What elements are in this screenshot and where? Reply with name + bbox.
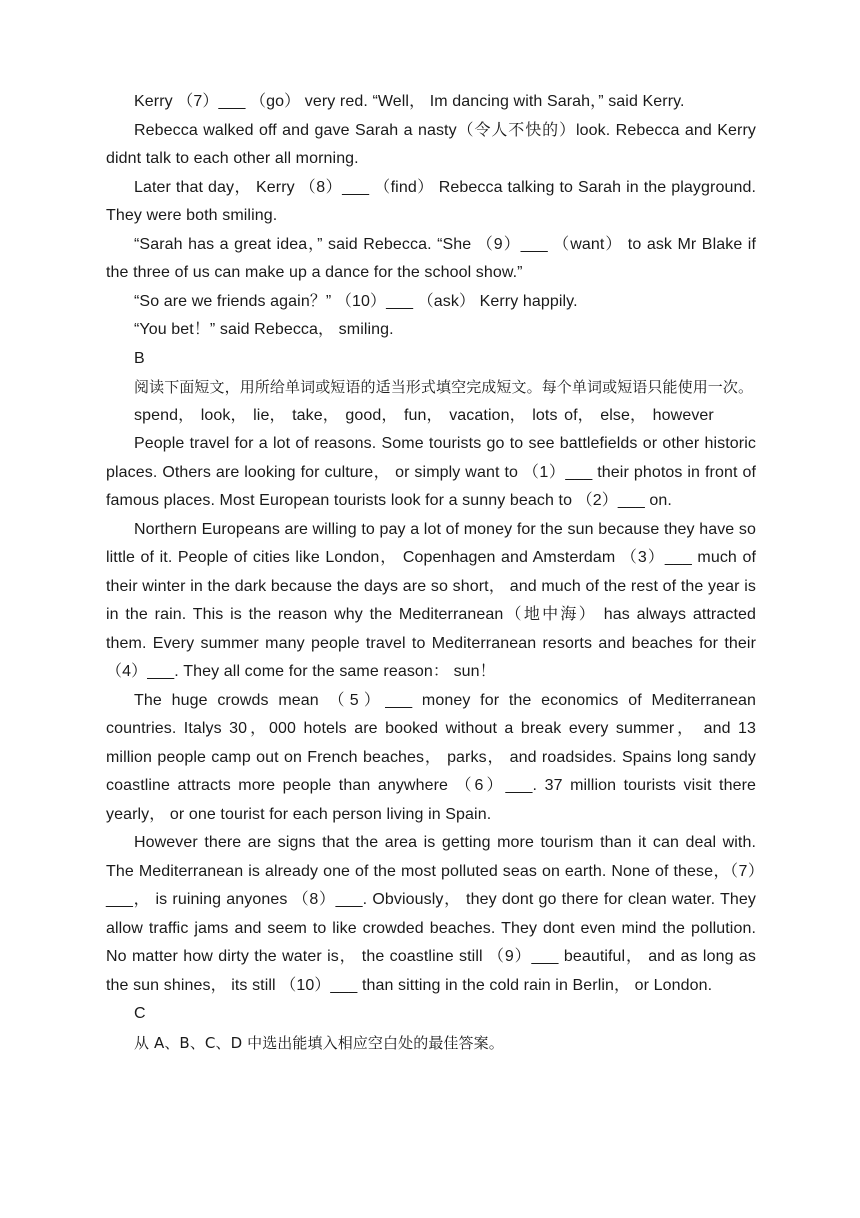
story-line-sarah-idea: “Sarah has a great idea，” said Rebecca. “She （9）___ （want） to ask Mr Blake if the three of us can make up a dance for the school show.” xyxy=(106,235,756,281)
story-line-later-that-day: Later that day， Kerry （8）___ （find） Rebecca talking to Sarah in the playground. They were both smiling. xyxy=(106,178,756,224)
story-line-you-bet: “You bet！” said Rebecca， smiling. xyxy=(134,321,394,338)
story-line-rebecca-walked-off: Rebecca walked off and gave Sarah a nasty（令人不快的）look. Rebecca and Kerry didnt talk to each other all morning. xyxy=(106,121,756,167)
section-b-instructions: 阅读下面短文，用所给单词或短语的适当形式填空完成短文。每个单词或短语只能使用一次。 xyxy=(134,378,754,396)
section-c-instructions: 从 A、B、C、D 中选出能填入相应空白处的最佳答案。 xyxy=(134,1033,504,1052)
document-page xyxy=(106,88,756,1057)
story-line-friends-again: “So are we friends again？” （10）___ （ask） Kerry happily. xyxy=(134,292,578,310)
word-bank: spend， look， lie， take， good， fun， vacation， lots of， else， however xyxy=(134,406,714,424)
passage-paragraph-1: People travel for a lot of reasons. Some tourists go to see battlefields or other historic places. Others are looking for culture， or simply want to （1）___ their photos in front of famous places. Most European tourists look for a sunny beach to （2）___ on. xyxy=(106,435,756,509)
story-line-kerry-go: Kerry （7）___ （go） very red. “Well， Im dancing with Sarah，” said Kerry. xyxy=(134,93,685,110)
passage-paragraph-3: The huge crowds mean （5）___ money for the economics of Mediterranean countries. Italys 30，000 hotels are booked without a break every summer， and 13 million people camp out on French beaches， parks， and roadsides. Spains long sandy coastline attracts more people than anywhere （6）___. 37 million tourists visit there yearly， or one tourist for each person living in Spain. xyxy=(106,691,756,823)
section-heading-b: B xyxy=(134,349,145,367)
passage-paragraph-4: However there are signs that the area is getting more tourism than it can deal with. The Mediterranean is already one of the most polluted seas on earth. None of these，（7）___， is ruining anyones （8）___. Obviously， they dont go there for clean water. They allow traffic jams and seem to like crowded beaches. They dont even mind the pollution. No matter how dirty the water is， the coastline still （9）___ beautiful， and as long as the sun shines， its still （10）___ than sitting in the cold rain in Berlin， or London. xyxy=(106,834,756,994)
section-heading-c: C xyxy=(134,1005,146,1022)
passage-paragraph-2: Northern Europeans are willing to pay a lot of money for the sun because they have so little of it. People of cities like London， Copenhagen and Amsterdam （3）___ much of their winter in the dark because the days are so short， and much of the rest of the year is in the rain. This is the reason why the Mediterranean（地中海） has always attracted them. Every summer many people travel to Mediterranean resorts and beaches for their （4）___. They all come for the same reason： sun！ xyxy=(106,520,756,680)
